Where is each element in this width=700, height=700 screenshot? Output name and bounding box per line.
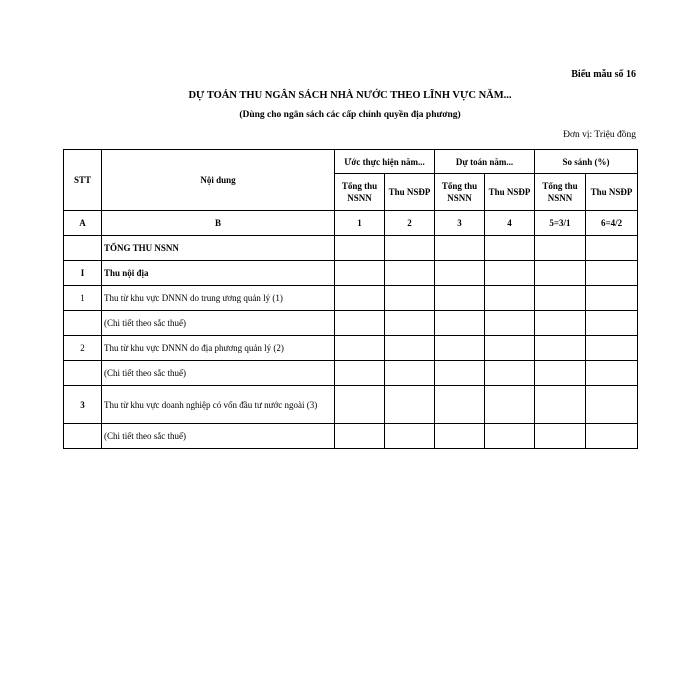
value-cell (385, 286, 435, 311)
value-cell (435, 336, 485, 361)
value-cell (335, 261, 385, 286)
table-row (64, 386, 638, 424)
row-content: Thu từ khu vực doanh nghiệp có vốn đầu tư nước ngoài (3) (102, 386, 335, 424)
value-cell (385, 311, 435, 336)
header-nsdp: Thu NSĐP (485, 174, 535, 211)
value-cell (385, 261, 435, 286)
value-cell (586, 261, 638, 286)
table-row (64, 236, 638, 261)
index-cell: 6=4/2 (586, 211, 638, 236)
value-cell (335, 361, 385, 386)
value-cell (535, 236, 586, 261)
header-total-nsnn: Tổng thu NSNN (535, 174, 586, 211)
row-content: Thu từ khu vực DNNN do địa phương quản lý (2) (102, 336, 335, 361)
header-stt: STT (64, 150, 102, 211)
header-group-compare: So sánh (%) (535, 150, 638, 174)
value-cell (435, 261, 485, 286)
value-cell (485, 424, 535, 449)
value-cell (586, 386, 638, 424)
value-cell (435, 361, 485, 386)
value-cell (586, 336, 638, 361)
value-cell (385, 236, 435, 261)
row-stt: I (64, 261, 102, 286)
value-cell (535, 261, 586, 286)
header-nsdp: Thu NSĐP (385, 174, 435, 211)
value-cell (435, 286, 485, 311)
row-stt (64, 236, 102, 261)
value-cell (435, 236, 485, 261)
header-group-estimate: Ước thực hiện năm... (335, 150, 435, 174)
value-cell (485, 261, 535, 286)
document-title: DỰ TOÁN THU NGÂN SÁCH NHÀ NƯỚC THEO LĨNH VỰC NĂM... (188, 90, 512, 101)
value-cell (485, 236, 535, 261)
value-cell (485, 336, 535, 361)
index-cell: 3 (435, 211, 485, 236)
row-stt (64, 311, 102, 336)
value-cell (335, 386, 385, 424)
row-content: (Chi tiết theo sắc thuế) (102, 311, 335, 336)
value-cell (435, 386, 485, 424)
row-content: (Chi tiết theo sắc thuế) (102, 424, 335, 449)
value-cell (435, 311, 485, 336)
value-cell (535, 386, 586, 424)
table-row (64, 336, 638, 361)
table-row (64, 261, 638, 286)
row-content: (Chi tiết theo sắc thuế) (102, 361, 335, 386)
value-cell (535, 424, 586, 449)
value-cell (535, 336, 586, 361)
row-content: Thu nội địa (102, 261, 335, 286)
value-cell (335, 311, 385, 336)
unit-label: Đơn vị: Triệu đồng (563, 130, 636, 140)
value-cell (535, 286, 586, 311)
document-subtitle: (Dùng cho ngân sách các cấp chính quyền địa phương) (239, 110, 461, 120)
value-cell (335, 336, 385, 361)
value-cell (535, 361, 586, 386)
value-cell (586, 424, 638, 449)
header-total-nsnn: Tổng thu NSNN (335, 174, 385, 211)
value-cell (485, 361, 535, 386)
row-stt: 3 (64, 386, 102, 424)
value-cell (586, 286, 638, 311)
budget-table (63, 149, 638, 449)
table-row (64, 424, 638, 449)
value-cell (586, 311, 638, 336)
header-group-budget: Dự toán năm... (435, 150, 535, 174)
header-content: Nội dung (102, 150, 335, 211)
row-stt: 2 (64, 336, 102, 361)
form-number: Biểu mẫu số 16 (571, 69, 636, 80)
index-cell: A (64, 211, 102, 236)
value-cell (485, 311, 535, 336)
value-cell (385, 336, 435, 361)
row-stt: 1 (64, 286, 102, 311)
value-cell (335, 286, 385, 311)
index-row (64, 211, 638, 236)
value-cell (335, 236, 385, 261)
header-nsdp: Thu NSĐP (586, 174, 638, 211)
header-row-groups (64, 150, 638, 174)
value-cell (435, 424, 485, 449)
row-content: Thu từ khu vực DNNN do trung ương quản lý (1) (102, 286, 335, 311)
table-row (64, 311, 638, 336)
index-cell: 5=3/1 (535, 211, 586, 236)
index-cell: 4 (485, 211, 535, 236)
value-cell (535, 311, 586, 336)
header-total-nsnn: Tổng thu NSNN (435, 174, 485, 211)
value-cell (385, 386, 435, 424)
index-cell: 2 (385, 211, 435, 236)
value-cell (586, 236, 638, 261)
value-cell (485, 386, 535, 424)
row-stt (64, 361, 102, 386)
table-row (64, 286, 638, 311)
index-cell: 1 (335, 211, 385, 236)
table-row (64, 361, 638, 386)
value-cell (385, 361, 435, 386)
value-cell (335, 424, 385, 449)
row-stt (64, 424, 102, 449)
value-cell (385, 424, 435, 449)
index-cell: B (102, 211, 335, 236)
row-content: TỔNG THU NSNN (102, 236, 335, 261)
value-cell (586, 361, 638, 386)
value-cell (485, 286, 535, 311)
